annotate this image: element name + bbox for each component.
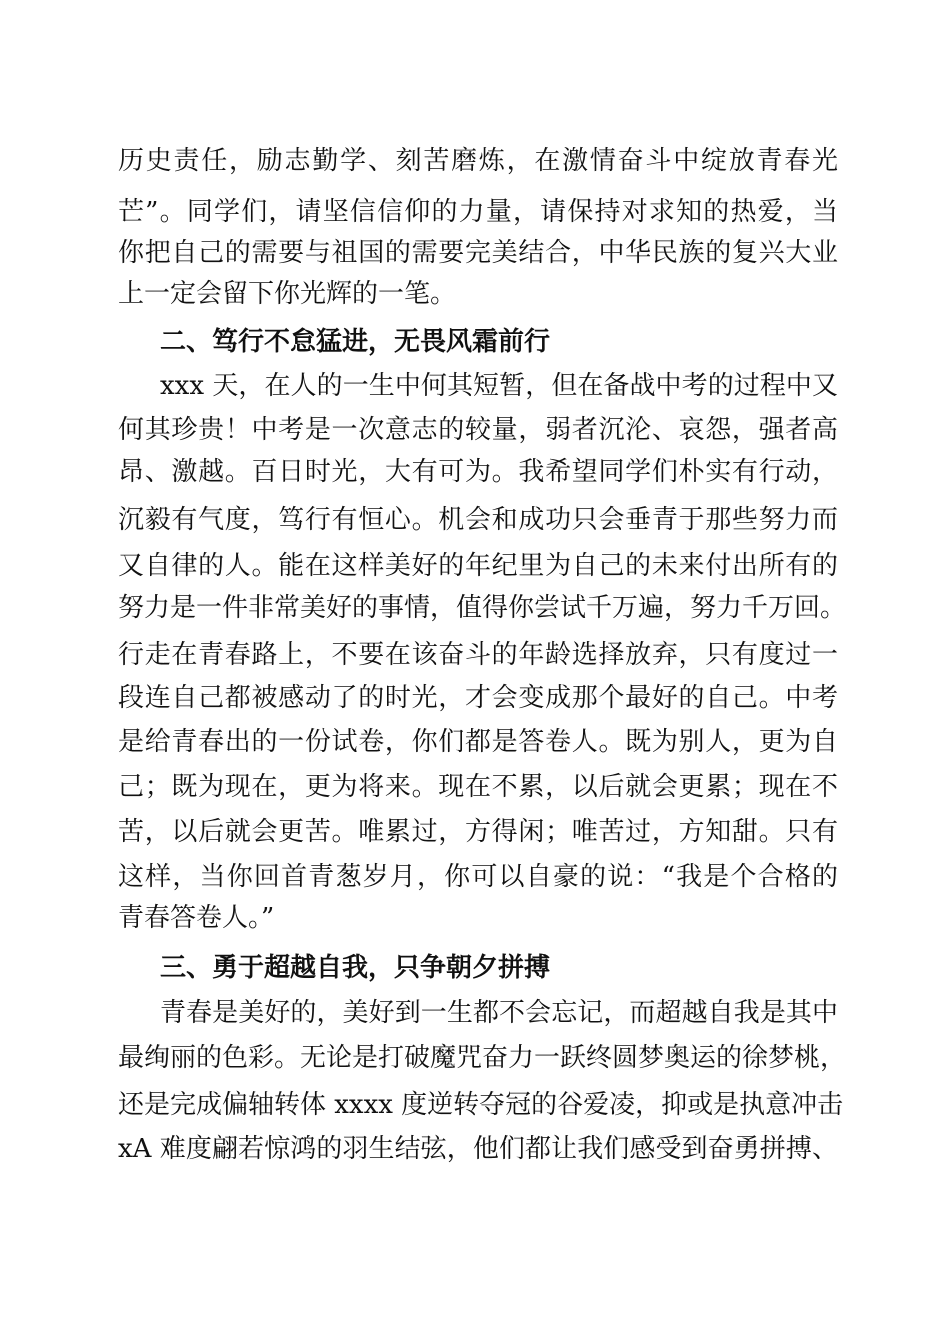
paragraph-line: 芒”。同学们，请坚信信仰的力量，请保持对求知的热爱，当	[118, 197, 838, 227]
paragraph-line: 行走在青春路上，不要在该奋斗的年龄选择放弃，只有度过一	[118, 640, 838, 670]
paragraph-line: 段连自己都被感动了的时光，才会变成那个最好的自己。中考	[118, 683, 838, 713]
section-heading: 二、笃行不怠猛进，无畏风霜前行	[160, 327, 551, 357]
paragraph-line: 何其珍贵！中考是一次意志的较量，弱者沉沦、哀怨，强者高	[118, 415, 838, 445]
paragraph-line: xA 难度翩若惊鸿的羽生结弦，他们都让我们感受到奋勇拼搏、	[118, 1134, 838, 1164]
paragraph-line: xxx 天，在人的一生中何其短暂，但在备战中考的过程中又	[160, 371, 838, 401]
paragraph-line: 是给青春出的一份试卷，你们都是答卷人。既为别人，更为自	[118, 727, 838, 757]
paragraph-line: 青春是美好的，美好到一生都不会忘记，而超越自我是其中	[160, 998, 838, 1028]
section-heading: 三、勇于超越自我，只争朝夕拼搏	[160, 953, 551, 983]
paragraph-line: 最绚丽的色彩。无论是打破魔咒奋力一跃终圆梦奥运的徐梦桃，	[118, 1043, 847, 1073]
paragraph-line: 这样，当你回首青葱岁月，你可以自豪的说：“我是个合格的	[118, 862, 838, 892]
paragraph-line: 苦，以后就会更苦。唯累过，方得闲；唯苦过，方知甜。只有	[118, 817, 838, 847]
paragraph-line: 你把自己的需要与祖国的需要完美结合，中华民族的复兴大业	[118, 238, 838, 268]
paragraph-line: 沉毅有气度，笃行有恒心。机会和成功只会垂青于那些努力而	[118, 505, 838, 535]
paragraph-line: 还是完成偏轴转体 xxxx 度逆转夺冠的谷爱凌，抑或是执意冲击	[118, 1090, 844, 1120]
paragraph-line: 努力是一件非常美好的事情，值得你尝试千万遍，努力千万回。	[118, 593, 847, 623]
paragraph-line: 历史责任，励志勤学、刻苦磨炼，在激情奋斗中绽放青春光	[118, 146, 838, 176]
paragraph-line: 上一定会留下你光辉的一笔。	[118, 279, 457, 309]
paragraph-line: 己；既为现在，更为将来。现在不累，以后就会更累；现在不	[118, 772, 838, 802]
paragraph-line: 青春答卷人。”	[118, 903, 275, 933]
paragraph-line: 又自律的人。能在这样美好的年纪里为自己的未来付出所有的	[118, 551, 838, 581]
paragraph-line: 昂、激越。百日时光，大有可为。我希望同学们朴实有行动，	[118, 457, 838, 487]
